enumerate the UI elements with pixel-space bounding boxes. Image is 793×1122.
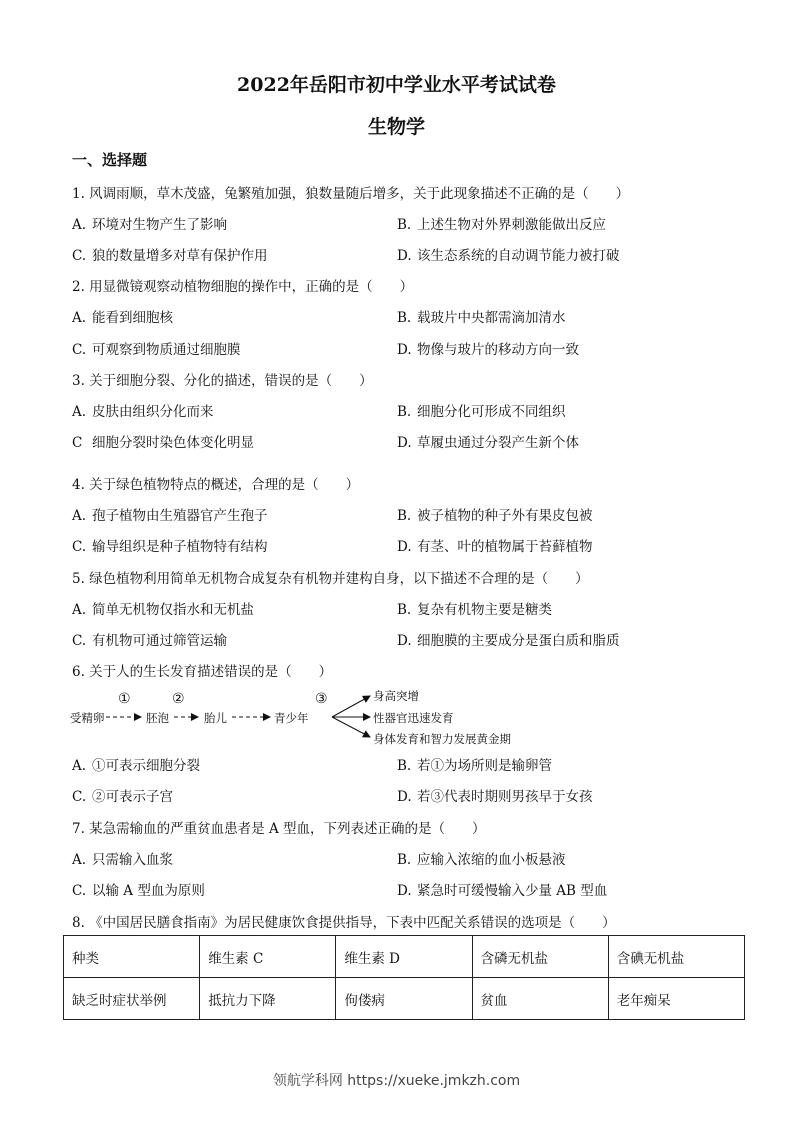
option-label: A. [72,758,87,774]
branch-arrow-1 [332,696,370,717]
option-b [397,848,566,868]
option-text: 皮肤由组织分化而来 [92,404,214,420]
option-label: B. [397,508,412,524]
option-b [397,213,606,233]
option-b [397,598,552,618]
table-row [64,936,745,978]
question-stem: 2. 用显微镜观察动植物细胞的操作中，正确的是（ ） [72,279,414,295]
option-d [397,431,579,451]
marker-2: ② [172,691,185,707]
node-blastocyst: 胚泡 [146,711,169,725]
question-stem: 3. 关于细胞分裂、分化的描述，错误的是（ ） [72,373,373,389]
option-c [72,431,254,451]
option-text: 被子植物的种子外有果皮包被 [417,508,593,524]
question-stem: 4. 关于绿色植物特点的概述，合理的是（ ） [72,477,360,493]
option-a [72,754,200,774]
option-c [72,785,173,805]
option-label: D. [397,435,412,451]
option-label: C. [72,539,87,555]
option-text: 孢子植物由生殖器官产生孢子 [92,508,268,524]
option-label: C. [72,633,87,649]
option-a [72,400,214,420]
option-label: B. [397,404,412,420]
option-label: D. [397,883,412,899]
nutrient-table [63,935,745,1020]
option-text: 狼的数量增多对草有保护作用 [92,248,268,264]
option-label: C. [72,248,87,264]
option-label: C. [72,883,87,899]
footer-watermark: 领航学科网 https://xueke.jmkzh.com [272,1073,521,1089]
exam-title: 2022年岳阳市初中学业水平考试试卷 [237,74,556,96]
option-label: C. [72,789,87,805]
option-text: 以输 A 型血为原则 [92,883,205,899]
table-cell: 缺乏时症状举例 [64,978,200,1020]
section-title: 一、选择题 [72,151,148,169]
option-text: 细胞膜的主要成分是蛋白质和脂质 [417,633,620,649]
option-text: 环境对生物产生了影响 [92,217,227,233]
option-text: 简单无机物仅指水和无机盐 [92,602,254,618]
option-label: A. [72,404,87,420]
branch-golden-period: 身体发育和智力发展黄金期 [373,732,511,746]
option-b [397,400,566,420]
branch-arrow-3 [332,717,370,737]
option-text: ②可表示子宫 [92,789,173,805]
option-text: 物像与玻片的移动方向一致 [417,342,579,358]
option-label: A. [72,310,87,326]
question-stem: 7. 某急需输血的严重贫血患者是 A 型血，下列表述正确的是（ ） [72,821,486,837]
option-c [72,629,227,649]
table-row [64,978,745,1020]
option-text: 上述生物对外界刺激能做出反应 [417,217,606,233]
option-d [397,338,579,358]
option-text: ①可表示细胞分裂 [92,758,200,774]
option-c [72,244,268,264]
option-text: 复杂有机物主要是糖类 [417,602,552,618]
option-text: 只需输入血浆 [92,852,173,868]
table-cell: 含磷无机盐 [472,936,608,978]
table-cell: 佝偻病 [336,978,472,1020]
option-a [72,306,173,326]
option-text: 草履虫通过分裂产生新个体 [417,435,579,451]
option-d [397,785,593,805]
option-text: 若③代表时期则男孩早于女孩 [417,789,593,805]
option-text: 细胞分化可形成不同组织 [417,404,566,420]
branch-sex-organs: 性器官迅速发育 [373,711,454,725]
option-text: 若①为场所则是输卵管 [417,758,552,774]
option-b [397,754,552,774]
option-text: 可观察到物质通过细胞膜 [92,342,241,358]
option-d [397,535,593,555]
option-d [397,879,607,899]
option-text: 输导组织是种子植物特有结构 [92,539,268,555]
option-text: 应输入浓缩的血小板悬液 [417,852,566,868]
option-b [397,306,566,326]
table-cell: 维生素 C [200,936,336,978]
option-label: D. [397,539,412,555]
table-cell: 种类 [64,936,200,978]
node-zygote: 受精卵 [70,711,105,725]
option-label: B. [397,758,412,774]
table-cell: 含碘无机盐 [608,936,744,978]
question-stem: 5. 绿色植物利用简单无机物合成复杂有机物并建构自身，以下描述不合理的是（ ） [72,571,589,587]
option-text: 细胞分裂时染色体变化明显 [92,435,254,451]
node-adolescent: 青少年 [274,711,309,725]
option-label: D. [397,248,412,264]
option-label: B. [397,310,412,326]
option-label: B. [397,602,412,618]
option-a [72,504,268,524]
question-stem: 6. 关于人的生长发育描述错误的是（ ） [72,664,333,680]
option-c [72,535,268,555]
option-label: C. [72,342,87,358]
option-label: A. [72,602,87,618]
option-label: A. [72,852,87,868]
option-d [397,244,620,264]
option-text: 能看到细胞核 [92,310,173,326]
option-text: 载玻片中央都需滴加清水 [417,310,566,326]
table-cell: 贫血 [472,978,608,1020]
option-d [397,629,620,649]
marker-3: ③ [315,691,328,707]
question-stem: 1. 风调雨顺，草木茂盛，兔繁殖加强，狼数量随后增多，关于此现象描述不正确的是（ ） [72,186,630,202]
option-text: 有机物可通过筛管运输 [92,633,227,649]
option-a [72,598,254,618]
option-text: 紧急时可缓慢输入少量 AB 型血 [417,883,608,899]
table-cell: 抵抗力下降 [200,978,336,1020]
node-fetus: 胎儿 [204,711,227,725]
option-text: 该生态系统的自动调节能力被打破 [417,248,620,264]
option-a [72,213,227,233]
option-text: 有茎、叶的植物属于苔藓植物 [417,539,593,555]
option-label: A. [72,217,87,233]
option-label: D. [397,789,412,805]
question-stem: 8. 《中国居民膳食指南》为居民健康饮食提供指导，下表中匹配关系错误的选项是（ ） [72,915,616,931]
option-c [72,338,241,358]
option-label: B. [397,217,412,233]
table-cell: 老年痴呆 [608,978,744,1020]
marker-1: ① [118,691,131,707]
branch-height: 身高突增 [373,689,419,703]
table-cell: 维生素 D [336,936,472,978]
option-label: B. [397,852,412,868]
exam-subject: 生物学 [367,116,425,138]
option-label: C [72,435,83,451]
growth-diagram [70,686,550,748]
option-label: A. [72,508,87,524]
option-a [72,848,173,868]
option-label: D. [397,342,412,358]
option-b [397,504,593,524]
option-c [72,879,205,899]
option-label: D. [397,633,412,649]
